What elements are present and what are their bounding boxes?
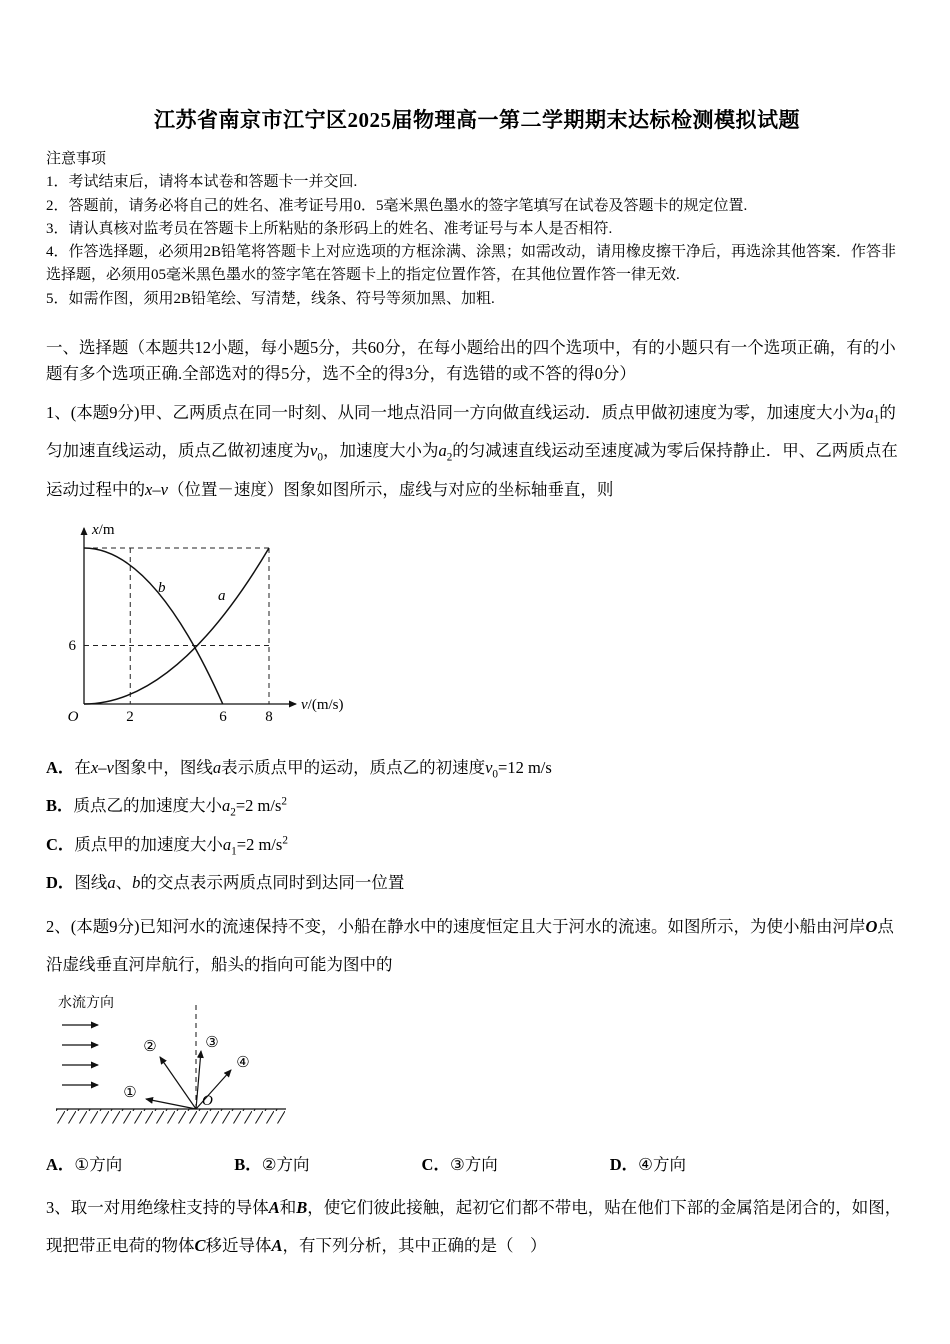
option-c-text: 质点甲的加速度大小$a_1=2$ $m/s^2$ xyxy=(74,834,288,858)
q2-figure xyxy=(54,991,908,1138)
option-a-text: 在x–v图象中，图线a表示质点甲的运动，质点乙的初速度$v_0=12$ m/s xyxy=(74,757,552,781)
notice-header: 注意事项 xyxy=(46,151,107,167)
q2-option-c-text: ③方向 xyxy=(449,1155,498,1175)
curve-b xyxy=(84,548,223,704)
q2-option-a-text: ①方向 xyxy=(74,1155,123,1175)
bank-hatching xyxy=(56,1110,286,1124)
notice-section xyxy=(46,148,908,311)
y-tick-6: 6 xyxy=(68,637,76,654)
option-b-text: 质点乙的加速度大小$a_2=2$ $m/s^2$ xyxy=(73,795,288,819)
xv-graph xyxy=(54,516,354,738)
q3-stem: 3、取一对用绝缘柱支持的导体A和B，使它们彼此接触，起初它们都不带电，贴在他们下部的金属箔是闭合的，如图，现把带正电荷的物体C移近导体A，有下列分析，其中正确的是（ ） xyxy=(46,1197,902,1256)
q2-option-c xyxy=(422,1148,498,1183)
direction-1-label: ① xyxy=(123,1085,137,1102)
direction-1-arrow xyxy=(146,1099,196,1109)
direction-2-arrow xyxy=(160,1057,196,1109)
page-title: 江苏省南京市江宁区2025届物理高一第二学期期末达标检测模拟试题 xyxy=(154,108,800,132)
direction-3-arrow xyxy=(196,1051,201,1109)
section1-header: 一、选择题（本题共12小题，每小题5分，共60分，在每小题给出的四个选项中，有的小题只有一个选项正确，有的小题有多个选项正确.全部选对的得5分，选不全的得3分，有选错的或不答的得0分） xyxy=(46,337,896,384)
flow-arrows xyxy=(62,1025,98,1085)
notice-item-5: 5．如需作图，须用2B铅笔绘、写清楚，线条、符号等须加黑、加粗. xyxy=(46,290,495,307)
q1-option-b xyxy=(46,787,908,826)
direction-3-label: ③ xyxy=(205,1035,219,1052)
curve-b-label: b xyxy=(158,579,166,596)
y-axis-label: x/m xyxy=(92,521,115,538)
q1-options xyxy=(46,749,908,902)
notice-item-4: 4．作答选择题，必须用2B铅笔将答题卡上对应选项的方框涂满、涂黑；如需改动，请用橡皮擦干净后，再选涂其他答案．作答非选择题，必须用05毫米黑色墨水的签字笔在答题卡上的指定位置作答，在其他位置作答一律无效. xyxy=(46,244,897,284)
origin-label: O xyxy=(67,708,79,725)
option-b-label: B． xyxy=(46,796,74,816)
q1-stem: 1、(本题9分)甲、乙两质点在同一时刻、从同一地点沿同一方向做直线运动．质点甲做初速度为零，加速度大小为$a_1$的匀加速直线运动，质点乙做初速度为$v_0$，加速度大小为$a_2$的匀减速直线运动至速度减为零后保持静止．甲、乙两质点在运动过程中的x–v（位置－速度）图象如图所示，虚线与对应的坐标轴垂直，则 xyxy=(46,402,898,500)
q1-option-c xyxy=(46,826,908,865)
q1-option-a xyxy=(46,749,908,788)
q2-option-b xyxy=(234,1148,309,1183)
q2-option-d-label: D． xyxy=(609,1155,639,1175)
q2-stem: 2、(本题9分)已知河水的流速保持不变，小船在静水中的速度恒定且大于河水的流速。如图所示，为使小船由河岸O点沿虚线垂直河岸航行，船头的指向可能为图中的 xyxy=(46,916,894,975)
river-diagram xyxy=(54,991,344,1133)
option-a-label: A． xyxy=(46,757,75,777)
q2-option-d xyxy=(610,1148,686,1183)
x-tick-2: 2 xyxy=(126,708,134,725)
x-axis-label: v/(m/s) xyxy=(301,696,344,713)
axes xyxy=(84,528,296,704)
heading-arrows xyxy=(146,1051,231,1109)
q1-figure xyxy=(54,516,908,743)
river-origin-label: O xyxy=(202,1093,213,1110)
q2-option-a xyxy=(46,1148,122,1183)
direction-2-label: ② xyxy=(143,1039,157,1056)
option-d-label: D． xyxy=(46,873,75,893)
curve-a xyxy=(84,548,269,704)
direction-4-label: ④ xyxy=(236,1055,250,1072)
dashed-guides xyxy=(84,548,269,704)
notice-item-1: 1．考试结束后，请将本试卷和答题卡一并交回. xyxy=(46,174,358,191)
option-d-text: 图线a、b的交点表示两质点同时到达同一位置 xyxy=(74,873,405,893)
q2-option-a-label: A． xyxy=(46,1155,75,1175)
q1-option-d xyxy=(46,864,908,901)
x-tick-8: 8 xyxy=(265,708,273,725)
option-c-label: C． xyxy=(46,834,75,854)
q2-option-b-text: ②方向 xyxy=(261,1155,310,1175)
x-tick-6: 6 xyxy=(219,708,227,725)
q2-option-b-label: B． xyxy=(234,1155,262,1175)
q2-option-d-text: ④方向 xyxy=(638,1155,686,1175)
notice-item-3: 3．请认真核对监考员在答题卡上所粘贴的条形码上的姓名、准考证号与本人是否相符. xyxy=(46,220,613,237)
q2-option-c-label: C． xyxy=(421,1155,450,1175)
curve-a-label: a xyxy=(218,587,226,604)
flow-direction-label: 水流方向 xyxy=(58,996,114,1012)
notice-item-2: 2．答题前，请务必将自己的姓名、准考证号用0．5毫米黑色墨水的签字笔填写在试卷及答题卡的规定位置. xyxy=(46,197,748,214)
q2-options xyxy=(46,1148,686,1183)
